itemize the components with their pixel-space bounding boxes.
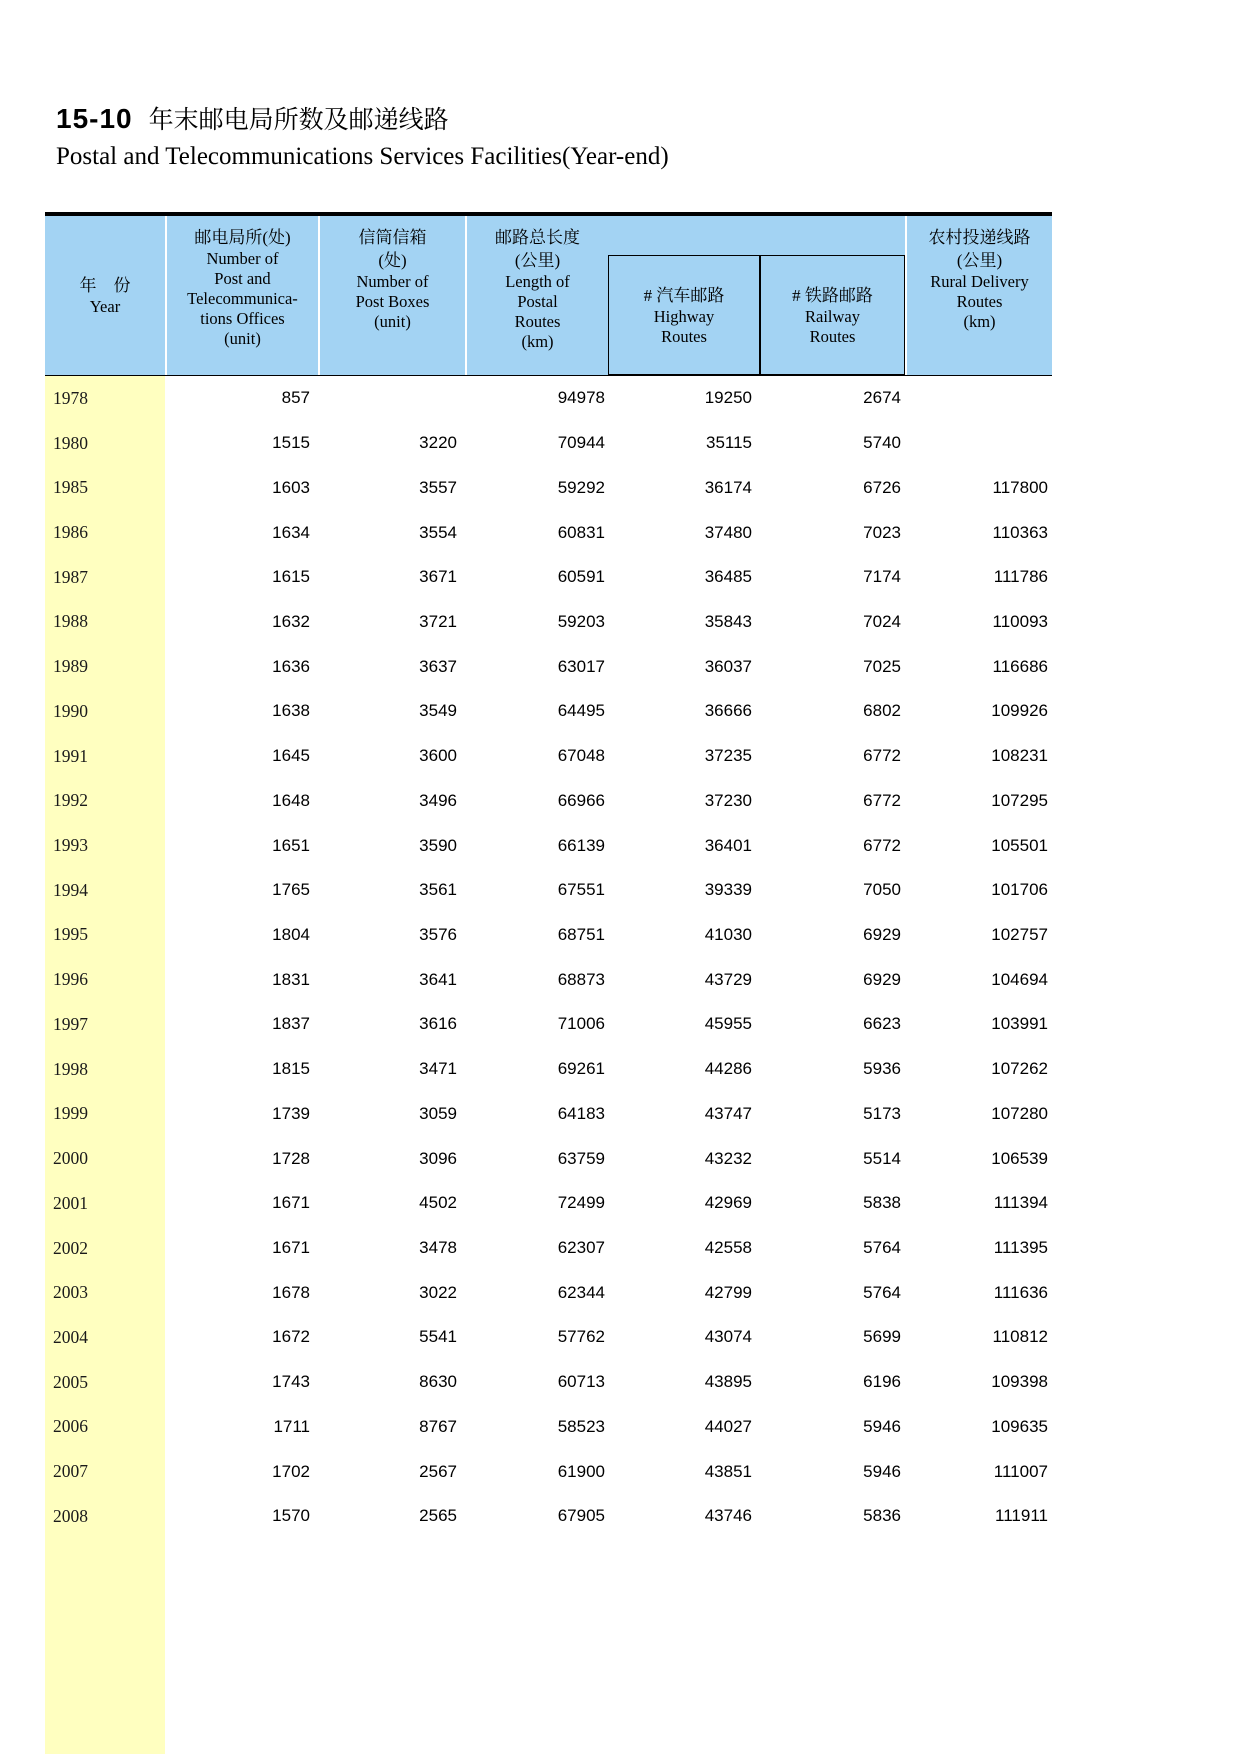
value-cell: 44286	[704, 1059, 752, 1079]
table-row	[45, 510, 1052, 555]
value-cell: 6623	[863, 1014, 901, 1034]
header-post-offices	[167, 216, 318, 375]
value-cell: 36401	[704, 835, 752, 855]
table-row	[45, 465, 1052, 510]
value-cell: 1728	[272, 1148, 310, 1168]
header-line: Routes	[661, 326, 707, 346]
value-cell: 105501	[991, 835, 1048, 855]
value-cell: 2567	[419, 1461, 457, 1481]
value-cell: 106539	[991, 1148, 1048, 1168]
table-row	[45, 1047, 1052, 1092]
value-cell: 3616	[419, 1014, 457, 1034]
value-cell: 72499	[557, 1193, 605, 1213]
value-cell: 67905	[557, 1506, 605, 1526]
year-cell: 1988	[53, 611, 88, 632]
header-line: (公里)	[956, 251, 1003, 270]
value-cell: 5764	[863, 1282, 901, 1302]
table-row	[45, 913, 1052, 958]
value-cell: 104694	[991, 969, 1048, 989]
value-cell: 117800	[992, 477, 1048, 497]
value-cell: 59292	[557, 477, 605, 497]
header-line: (公里)	[514, 251, 561, 270]
value-cell: 3022	[419, 1282, 457, 1302]
value-cell: 6772	[863, 835, 901, 855]
value-cell: 107262	[991, 1059, 1048, 1079]
value-cell: 35843	[704, 611, 752, 631]
value-cell: 3637	[419, 656, 457, 676]
table-row	[45, 734, 1052, 779]
header-line: Routes	[514, 312, 561, 331]
value-cell: 103991	[991, 1014, 1048, 1034]
value-cell: 66139	[557, 835, 605, 855]
value-cell: 42969	[704, 1193, 752, 1213]
value-cell: 3478	[419, 1238, 457, 1258]
value-cell: 3561	[419, 880, 457, 900]
value-cell	[905, 376, 1052, 421]
value-cell: 7050	[863, 880, 901, 900]
value-cell: 43074	[704, 1327, 752, 1347]
value-cell: 5699	[863, 1327, 901, 1347]
value-cell: 3600	[419, 746, 457, 766]
value-cell: 68751	[557, 924, 605, 944]
statistics-table	[45, 212, 1052, 1754]
value-cell: 63759	[557, 1148, 605, 1168]
value-cell: 36174	[704, 477, 752, 497]
year-cell: 2000	[53, 1148, 88, 1169]
value-cell: 1831	[272, 969, 310, 989]
header-line: Rural Delivery	[930, 272, 1029, 291]
table-row	[45, 1181, 1052, 1226]
year-cell: 1978	[53, 387, 88, 408]
value-cell: 1711	[273, 1416, 310, 1436]
header-post-boxes	[320, 216, 465, 375]
value-cell: 5936	[863, 1059, 901, 1079]
value-cell: 110363	[992, 522, 1048, 542]
value-cell: 64183	[557, 1103, 605, 1123]
header-line: Highway	[653, 306, 715, 326]
value-cell: 111636	[993, 1282, 1048, 1302]
value-cell: 59203	[557, 611, 605, 631]
value-cell: 69261	[557, 1059, 605, 1079]
value-cell: 1765	[272, 880, 310, 900]
header-rural-delivery-text	[907, 226, 1052, 332]
header-line: 农村投递线路	[928, 228, 1031, 247]
header-line: Railway	[805, 306, 860, 326]
table-row	[45, 1494, 1052, 1539]
year-cell: 1995	[53, 924, 88, 945]
value-cell: 3590	[419, 835, 457, 855]
year-cell: 1994	[53, 879, 88, 900]
value-cell: 4502	[419, 1193, 457, 1213]
table-header	[45, 216, 1052, 375]
table-row	[45, 376, 1052, 421]
value-cell: 111394	[993, 1193, 1048, 1213]
value-cell: 1651	[272, 835, 310, 855]
value-cell: 2565	[419, 1506, 457, 1526]
table-row	[45, 1092, 1052, 1137]
header-line: Postal	[517, 292, 558, 311]
year-cell: 2002	[53, 1237, 88, 1258]
value-cell: 8630	[419, 1372, 457, 1392]
header-rural-delivery	[907, 216, 1052, 375]
header-line: (unit)	[224, 329, 261, 348]
table-row	[45, 1315, 1052, 1360]
value-cell: 857	[281, 388, 310, 408]
value-cell: 60831	[557, 522, 605, 542]
table-row	[45, 1270, 1052, 1315]
value-cell: 6929	[863, 969, 901, 989]
value-cell: 1837	[272, 1014, 310, 1034]
year-cell: 1996	[53, 969, 88, 990]
value-cell: 5173	[863, 1103, 901, 1123]
value-cell: 3721	[419, 611, 457, 631]
header-line: # 铁路邮路	[792, 285, 873, 305]
year-cell: 1989	[53, 656, 88, 677]
year-cell: 2004	[53, 1326, 88, 1347]
header-line: Telecommunica-	[187, 289, 298, 308]
header-line: 年 份	[79, 276, 131, 295]
value-cell: 36666	[704, 701, 752, 721]
value-cell: 1515	[272, 433, 310, 453]
table-row	[45, 778, 1052, 823]
value-cell: 6726	[863, 477, 901, 497]
value-cell: 102757	[991, 924, 1048, 944]
value-cell: 3220	[419, 433, 457, 453]
value-cell: 44027	[704, 1416, 752, 1436]
value-cell: 70944	[557, 433, 605, 453]
value-cell: 111786	[993, 567, 1048, 587]
year-cell: 1992	[53, 790, 88, 811]
value-cell: 39339	[704, 880, 752, 900]
value-cell: 1570	[272, 1506, 310, 1526]
header-line: Length of	[505, 272, 570, 291]
value-cell: 3554	[419, 522, 457, 542]
year-cell: 1990	[53, 700, 88, 721]
page-title	[56, 100, 449, 136]
value-cell: 3096	[419, 1148, 457, 1168]
value-cell: 68873	[557, 969, 605, 989]
value-cell: 36485	[704, 567, 752, 587]
table-number: 15-10	[56, 103, 133, 134]
title-english: Postal and Telecommunications Services Facilities(Year-end)	[56, 143, 669, 170]
header-postal-routes	[467, 216, 608, 352]
header-line: Year	[89, 297, 121, 316]
value-cell: 3549	[419, 701, 457, 721]
year-cell: 1991	[53, 745, 88, 766]
value-cell: 5946	[863, 1416, 901, 1436]
value-cell: 35115	[705, 433, 752, 453]
header-line: # 汽车邮路	[643, 285, 725, 305]
value-cell: 1634	[272, 522, 310, 542]
header-line: 邮电局所(处)	[194, 228, 291, 247]
header-highway-routes	[608, 255, 760, 375]
year-cell: 2005	[53, 1371, 88, 1392]
year-cell: 1986	[53, 522, 88, 543]
year-cell: 1993	[53, 835, 88, 856]
value-cell: 37235	[704, 746, 752, 766]
value-cell: 7024	[863, 611, 901, 631]
value-cell: 5541	[419, 1327, 457, 1347]
header-railway-routes	[760, 255, 905, 375]
value-cell: 111007	[993, 1461, 1048, 1481]
header-year	[45, 216, 165, 375]
value-cell: 43895	[704, 1372, 752, 1392]
year-cell: 1980	[53, 432, 88, 453]
title-chinese: 年末邮电局所数及邮递线路	[148, 107, 449, 134]
header-line: (km)	[963, 312, 996, 331]
table-row	[45, 644, 1052, 689]
value-cell: 57762	[557, 1327, 605, 1347]
year-cell: 1997	[53, 1013, 88, 1034]
value-cell: 43851	[704, 1461, 752, 1481]
value-cell: 1636	[272, 656, 310, 676]
value-cell: 60591	[557, 567, 605, 587]
year-cell: 2001	[53, 1192, 88, 1213]
value-cell: 66966	[557, 790, 605, 810]
value-cell: 37480	[704, 522, 752, 542]
value-cell: 107280	[991, 1103, 1048, 1123]
header-line: Routes	[956, 292, 1003, 311]
header-line: Number of	[356, 272, 429, 291]
year-cell: 1985	[53, 477, 88, 498]
value-cell: 64495	[557, 701, 605, 721]
header-line: Post and	[214, 269, 271, 288]
value-cell: 43747	[704, 1103, 752, 1123]
year-cell: 1987	[53, 566, 88, 587]
value-cell: 6929	[863, 924, 901, 944]
table-row	[45, 1226, 1052, 1271]
value-cell: 109635	[991, 1416, 1048, 1436]
value-cell: 108231	[991, 746, 1048, 766]
value-cell: 6772	[863, 790, 901, 810]
value-cell: 6802	[863, 701, 901, 721]
value-cell: 1739	[272, 1103, 310, 1123]
table-row	[45, 868, 1052, 913]
value-cell: 5764	[863, 1238, 901, 1258]
value-cell: 60713	[557, 1372, 605, 1392]
value-cell: 110093	[992, 611, 1048, 631]
table-row	[45, 600, 1052, 645]
table-row	[45, 957, 1052, 1002]
value-cell: 5838	[863, 1193, 901, 1213]
header-postal-routes-group	[467, 216, 905, 375]
year-cell: 2007	[53, 1461, 88, 1482]
table-row	[45, 823, 1052, 868]
value-cell: 1671	[272, 1238, 310, 1258]
value-cell: 1645	[272, 746, 310, 766]
value-cell: 1815	[272, 1059, 310, 1079]
value-cell: 1671	[272, 1193, 310, 1213]
value-cell: 5740	[863, 433, 901, 453]
value-cell: 43729	[704, 969, 752, 989]
value-cell: 36037	[704, 656, 752, 676]
header-line: Number of	[206, 249, 279, 268]
table-row	[45, 689, 1052, 734]
value-cell: 3671	[419, 567, 457, 587]
header-line: Post Boxes	[355, 292, 430, 311]
value-cell: 43746	[704, 1506, 752, 1526]
value-cell: 1632	[272, 611, 310, 631]
value-cell: 41030	[704, 924, 752, 944]
value-cell: 61900	[557, 1461, 605, 1481]
year-cell: 2008	[53, 1505, 88, 1526]
value-cell: 6196	[863, 1372, 901, 1392]
header-post-boxes-text	[320, 226, 465, 332]
table-row	[45, 1360, 1052, 1405]
value-cell: 3557	[419, 477, 457, 497]
value-cell: 71006	[557, 1014, 605, 1034]
value-cell	[905, 421, 1052, 466]
value-cell	[318, 376, 465, 421]
value-cell: 111395	[993, 1238, 1048, 1258]
value-cell: 111911	[995, 1506, 1048, 1526]
value-cell: 5514	[863, 1148, 901, 1168]
value-cell: 2674	[863, 388, 901, 408]
header-line: 邮路总长度	[495, 228, 580, 247]
table-row	[45, 1136, 1052, 1181]
value-cell: 1743	[272, 1372, 310, 1392]
table-row	[45, 1002, 1052, 1047]
table-row	[45, 1405, 1052, 1450]
value-cell: 42799	[704, 1282, 752, 1302]
table-row	[45, 1449, 1052, 1494]
header-post-offices-text	[167, 226, 318, 349]
value-cell: 109398	[991, 1372, 1048, 1392]
value-cell: 6772	[863, 746, 901, 766]
value-cell: 5946	[863, 1461, 901, 1481]
value-cell: 58523	[557, 1416, 605, 1436]
value-cell: 5836	[863, 1506, 901, 1526]
header-line: tions Offices	[200, 309, 285, 328]
value-cell: 1678	[272, 1282, 310, 1302]
value-cell: 7025	[863, 656, 901, 676]
table-body	[45, 376, 1052, 1539]
value-cell: 1672	[272, 1327, 310, 1347]
value-cell: 3576	[419, 924, 457, 944]
value-cell: 3059	[419, 1103, 457, 1123]
header-year-text	[45, 274, 165, 317]
value-cell: 1648	[272, 790, 310, 810]
value-cell: 3471	[419, 1059, 457, 1079]
table-row	[45, 421, 1052, 466]
value-cell: 19250	[704, 388, 752, 408]
table-row	[45, 555, 1052, 600]
value-cell: 62307	[557, 1238, 605, 1258]
value-cell: 7174	[863, 567, 901, 587]
year-cell: 2006	[53, 1416, 88, 1437]
value-cell: 107295	[991, 790, 1048, 810]
value-cell: 8767	[419, 1416, 457, 1436]
value-cell: 109926	[991, 701, 1048, 721]
value-cell: 43232	[704, 1148, 752, 1168]
value-cell: 42558	[704, 1238, 752, 1258]
value-cell: 1603	[272, 477, 310, 497]
value-cell: 101706	[991, 880, 1048, 900]
value-cell: 7023	[863, 522, 901, 542]
header-line: 信筒信箱	[358, 228, 427, 247]
year-cell: 2003	[53, 1282, 88, 1303]
value-cell: 37230	[704, 790, 752, 810]
header-line: (处)	[378, 251, 407, 270]
value-cell: 94978	[557, 388, 605, 408]
value-cell: 1615	[272, 567, 310, 587]
year-cell: 1998	[53, 1058, 88, 1079]
value-cell: 3641	[419, 969, 457, 989]
value-cell: 67048	[557, 746, 605, 766]
value-cell: 3496	[419, 790, 457, 810]
value-cell: 62344	[557, 1282, 605, 1302]
value-cell: 1804	[272, 924, 310, 944]
value-cell: 1702	[272, 1461, 310, 1481]
value-cell: 110812	[992, 1327, 1048, 1347]
year-cell: 1999	[53, 1103, 88, 1124]
header-line: Routes	[809, 326, 856, 346]
value-cell: 67551	[557, 880, 605, 900]
value-cell: 45955	[704, 1014, 752, 1034]
value-cell: 63017	[557, 656, 605, 676]
header-line: (km)	[521, 332, 554, 351]
value-cell: 116686	[992, 656, 1048, 676]
header-line: (unit)	[374, 312, 411, 331]
value-cell: 1638	[272, 701, 310, 721]
